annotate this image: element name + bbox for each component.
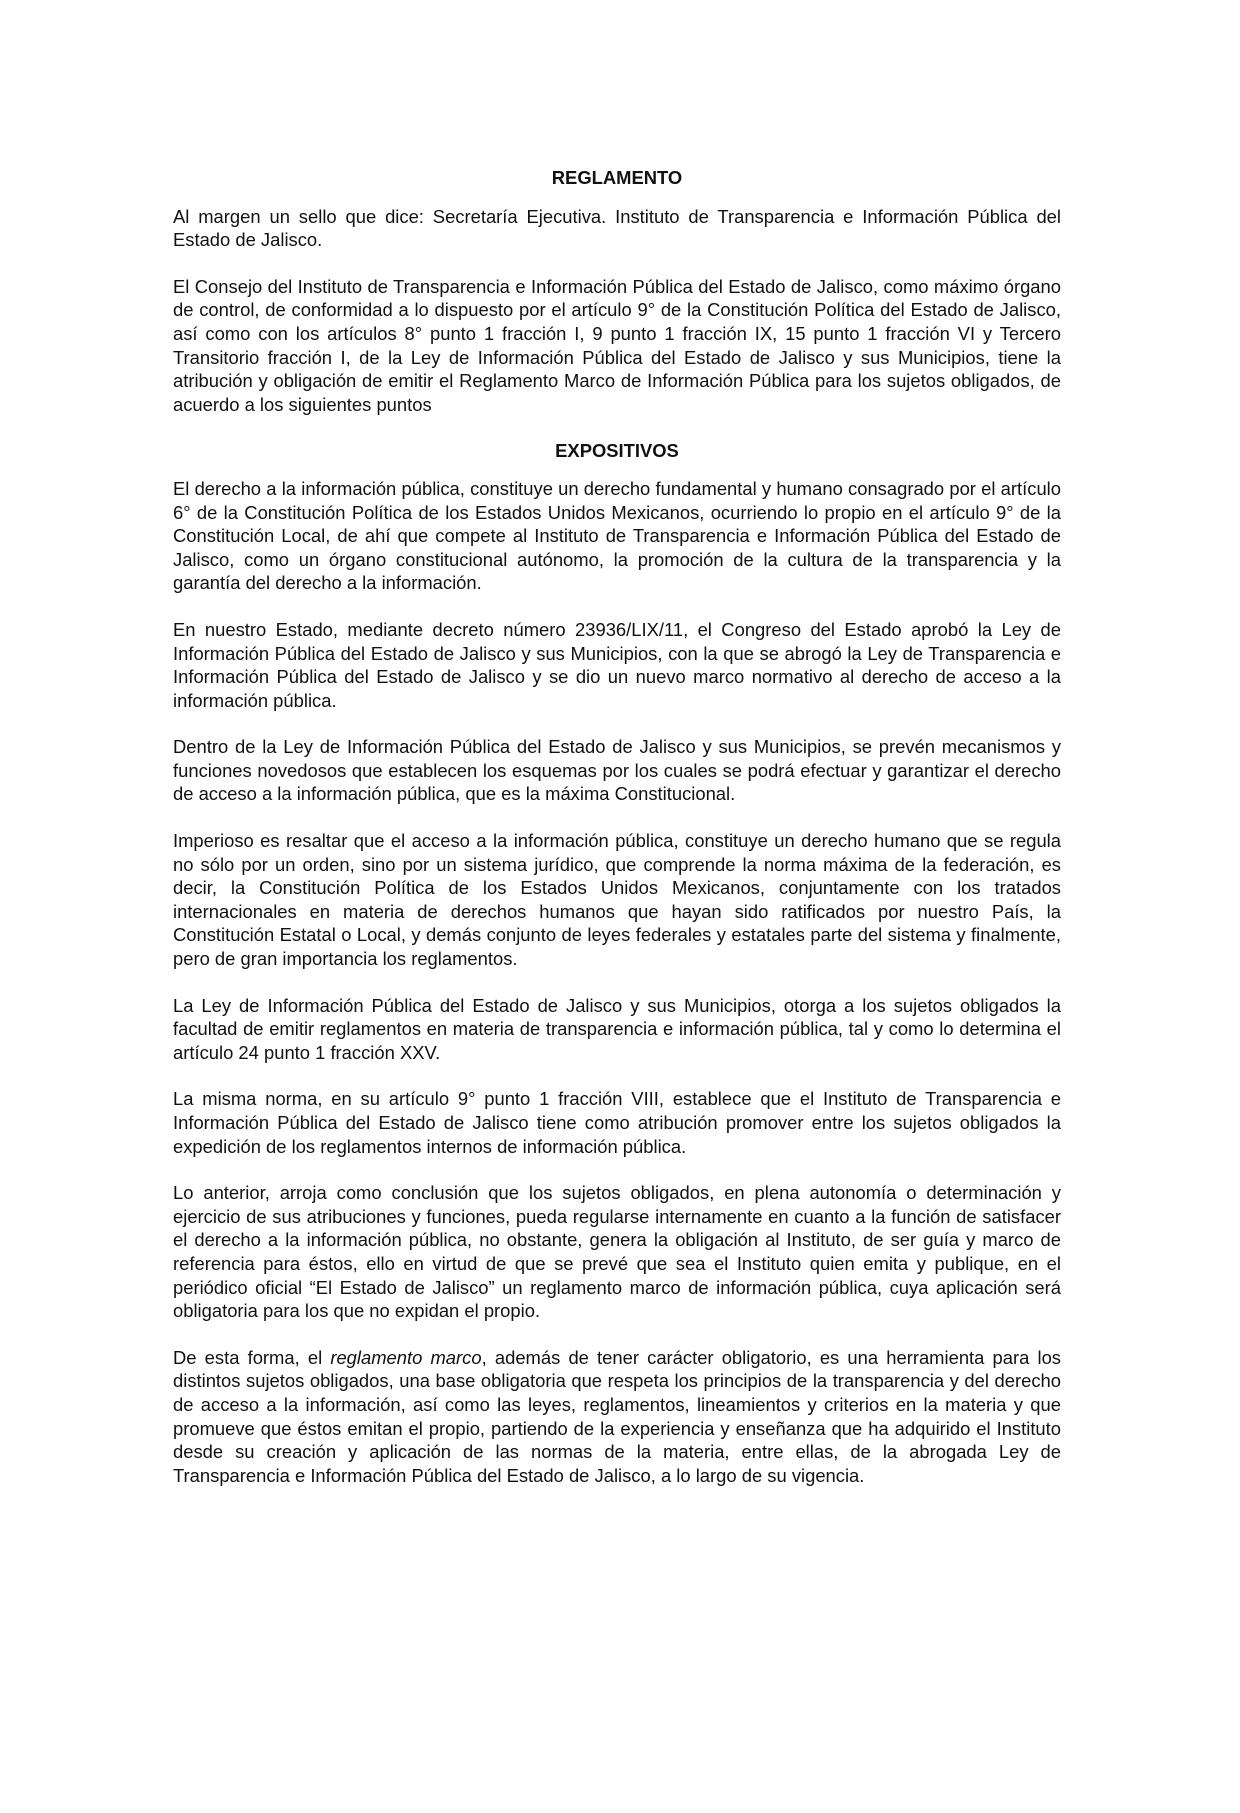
- paragraph-1: El derecho a la información pública, constituye un derecho fundamental y humano consagrado por el artículo 6° de la Constitución Política de los Estados Unidos Mexicanos, ocurriendo lo propio en el artículo 9° de la Constitución Local, de ahí que compete al Instituto de Transparencia e Información Pública del Estado de Jalisco, como un órgano constitucional autónomo, la promoción de la cultura de la transparencia y la garantía del derecho a la información.: [173, 477, 1061, 594]
- paragraph-8-end: , además de tener carácter obligatorio, es una herramienta para los distintos sujetos obligados, una base obligatoria que respeta los principios de la transparencia y del derecho de acceso a la información, así como las leyes, reglamentos, lineamientos y criterios en la materia y que promueve que éstos emitan el propio, partiendo de la experiencia y enseñanza que ha adquirido el Instituto desde su creación y aplicación de las normas de la materia, entre ellas, de la abrogada Ley de Transparencia e Información Pública del Estado de Jalisco, a lo largo de su vigencia.: [173, 1346, 1062, 1486]
- stamp-note: Al margen un sello que dice: Secretaría Ejecutiva. Instituto de Transparencia e Información Pública del Estado de Jalisco.: [173, 205, 1061, 251]
- paragraph-2: En nuestro Estado, mediante decreto número 23936/LIX/11, el Congreso del Estado aprobó la Ley de Información Pública del Estado de Jalisco y sus Municipios, con la que se abrogó la Ley de Transparencia e Información Pública del Estado de Jalisco y se dio un nuevo marco normativo al derecho de acceso a la información pública.: [173, 618, 1061, 711]
- section-heading: EXPOSITIVOS: [555, 440, 679, 462]
- paragraph-5: La Ley de Información Pública del Estado de Jalisco y sus Municipios, otorga a los sujetos obligados la facultad de emitir reglamentos en materia de transparencia e información pública, tal y como lo determina el artículo 24 punto 1 fracción XXV.: [173, 994, 1061, 1063]
- paragraph-3: Dentro de la Ley de Información Pública del Estado de Jalisco y sus Municipios, se prevén mecanismos y funciones novedosos que establecen los esquemas por los cuales se podrá efectuar y garantizar el derecho de acceso a la información pública, que es la máxima Constitucional.: [173, 736, 1061, 805]
- paragraph-8-emphasis: reglamento marco: [330, 1346, 482, 1368]
- document-page: [173, 166, 1061, 1510]
- paragraph-8: [173, 1346, 1061, 1488]
- document-title: REGLAMENTO: [551, 167, 683, 188]
- paragraph-6: La misma norma, en su artículo 9° punto 1 fracción VIII, establece que el Instituto de Transparencia e Información Pública del Estado de Jalisco tiene como atribución promover entre los sujetos obligados la expedición de los reglamentos internos de información pública.: [173, 1088, 1061, 1157]
- paragraph-7: Lo anterior, arroja como conclusión que los sujetos obligados, en plena autonomía o determinación y ejercicio de sus atribuciones y funciones, pueda regularse internamente en cuanto a la función de satisfacer el derecho a la información pública, no obstante, genera la obligación al Instituto, de ser guía y marco de referencia para éstos, ello en virtud de que se prevé que sea el Instituto quien emita y publique, en el periódico oficial “El Estado de Jalisco” un reglamento marco de información pública, cuya aplicación será obligatoria para los que no expidan el propio.: [173, 1182, 1061, 1322]
- preamble-paragraph: El Consejo del Instituto de Transparencia e Información Pública del Estado de Jalisco, como máximo órgano de control, de conformidad a lo dispuesto por el artículo 9° de la Constitución Política del Estado de Jalisco, así como con los artículos 8° punto 1 fracción I, 9 punto 1 fracción IX, 15 punto 1 fracción VI y Tercero Transitorio fracción I, de la Ley de Información Pública del Estado de Jalisco y sus Municipios, tiene la atribución y obligación de emitir el Reglamento Marco de Información Pública para los sujetos obligados, de acuerdo a los siguientes puntos: [173, 275, 1061, 415]
- paragraph-8-start: De esta forma, el: [173, 1346, 331, 1368]
- paragraph-4: Imperioso es resaltar que el acceso a la información pública, constituye un derecho humano que se regula no sólo por un orden, sino por un sistema jurídico, que comprende la norma máxima de la federación, es decir, la Constitución Política de los Estados Unidos Mexicanos, conjuntamente con los tratados internacionales en materia de derechos humanos que hayan sido ratificados por nuestro País, la Constitución Estatal o Local, y demás conjunto de leyes federales y estatales parte del sistema y finalmente, pero de gran importancia los reglamentos.: [173, 830, 1061, 970]
